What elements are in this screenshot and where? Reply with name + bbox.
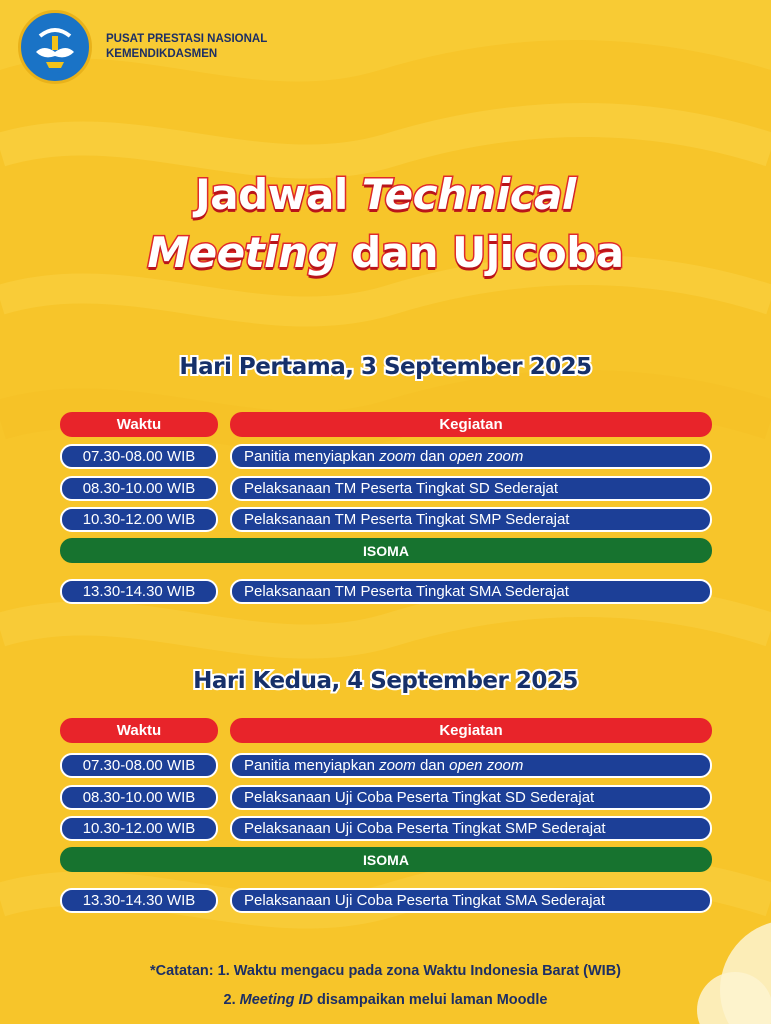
note-number: 2. <box>223 992 240 1008</box>
org-line-1: PUSAT PRESTASI NASIONAL <box>106 33 268 45</box>
column-header-waktu: Waktu <box>60 412 218 437</box>
page-title-line-2 <box>0 228 771 277</box>
activity-text: Panitia menyiapkan <box>244 448 375 465</box>
table-row <box>60 785 712 810</box>
activity-text-italic: open zoom <box>449 757 524 774</box>
day-2-table-header <box>60 718 712 743</box>
row-time: 10.30-12.00 WIB <box>60 507 218 532</box>
row-time: 07.30-08.00 WIB <box>60 753 218 778</box>
row-time: 13.30-14.30 WIB <box>60 888 218 913</box>
day-1-table-header <box>60 412 712 437</box>
row-activity: Pelaksanaan Uji Coba Peserta Tingkat SD Sederajat <box>230 785 712 810</box>
row-activity: Pelaksanaan Uji Coba Peserta Tingkat SMP Sederajat <box>230 816 712 841</box>
isoma-break-row <box>60 847 712 872</box>
row-time: 07.30-08.00 WIB <box>60 444 218 469</box>
note-line-2 <box>0 992 771 1008</box>
table-row <box>60 579 712 604</box>
activity-text-italic: zoom <box>379 448 416 465</box>
note-line-1: *Catatan: 1. Waktu mengacu pada zona Waktu Indonesia Barat (WIB) <box>149 963 622 979</box>
note-meeting-id: Meeting ID <box>239 992 313 1008</box>
title-meeting: Meeting <box>147 228 338 277</box>
table-row <box>60 476 712 501</box>
header <box>18 10 267 84</box>
org-line-2: KEMENDIKDASMEN <box>106 48 218 60</box>
logo-emblem-icon <box>26 18 84 76</box>
row-activity <box>230 444 712 469</box>
organization-name <box>106 32 267 62</box>
row-activity: Pelaksanaan TM Peserta Tingkat SMP Sederajat <box>230 507 712 532</box>
note-text: disampaikan melui laman Moodle <box>312 992 548 1008</box>
row-activity: Pelaksanaan Uji Coba Peserta Tingkat SMA Sederajat <box>230 888 712 913</box>
isoma-label: ISOMA <box>60 847 712 872</box>
row-time: 10.30-12.00 WIB <box>60 816 218 841</box>
activity-text-italic: open zoom <box>449 448 524 465</box>
row-activity: Pelaksanaan TM Peserta Tingkat SMA Sederajat <box>230 579 712 604</box>
isoma-label: ISOMA <box>60 538 712 563</box>
row-activity <box>230 753 712 778</box>
activity-text-italic: zoom <box>379 757 416 774</box>
title-dan-ujicoba: dan Ujicoba <box>337 228 624 277</box>
title-jadwal: Jadwal <box>195 170 362 219</box>
table-row <box>60 816 712 841</box>
table-row <box>60 444 712 469</box>
table-row <box>60 888 712 913</box>
title-technical: Technical <box>361 170 576 219</box>
tut-wuri-handayani-logo <box>18 10 92 84</box>
day-1-heading: Hari Pertama, 3 September 2025 <box>179 354 592 380</box>
row-activity: Pelaksanaan TM Peserta Tingkat SD Sederajat <box>230 476 712 501</box>
table-row <box>60 507 712 532</box>
column-header-kegiatan: Kegiatan <box>230 412 712 437</box>
day-2-heading: Hari Kedua, 4 September 2025 <box>193 668 578 694</box>
activity-text: Panitia menyiapkan <box>244 757 375 774</box>
row-time: 08.30-10.00 WIB <box>60 476 218 501</box>
table-row <box>60 753 712 778</box>
row-time: 08.30-10.00 WIB <box>60 785 218 810</box>
column-header-waktu: Waktu <box>60 718 218 743</box>
page-title-line-1 <box>0 170 771 219</box>
activity-text: dan <box>419 448 445 465</box>
row-time: 13.30-14.30 WIB <box>60 579 218 604</box>
column-header-kegiatan: Kegiatan <box>230 718 712 743</box>
isoma-break-row <box>60 538 712 563</box>
activity-text: dan <box>419 757 445 774</box>
